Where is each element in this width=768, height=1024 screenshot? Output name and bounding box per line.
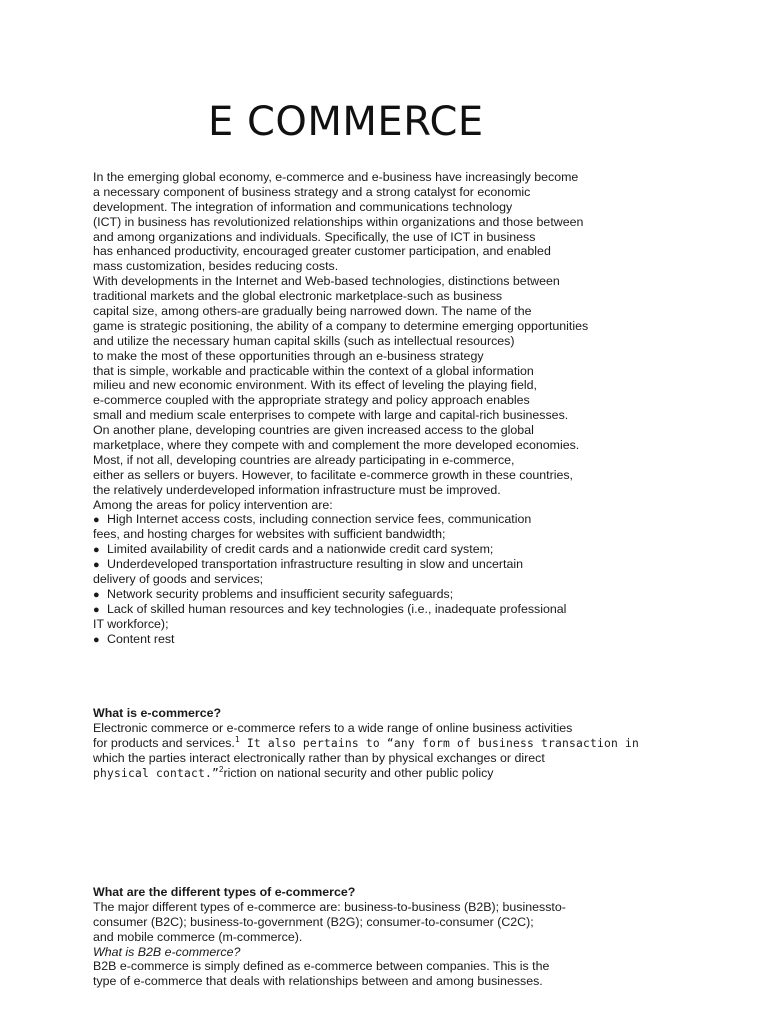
text-fragment: It also pertains to “any form of business transaction in (239, 736, 639, 750)
text-line: and utilize the necessary human capital skills (such as intellectual resources) (93, 333, 515, 348)
text-line: (ICT) in business has revolutionized relationships within organizations and those between (93, 214, 584, 229)
text-line: has enhanced productivity, encouraged greater customer participation, and enabled (93, 244, 551, 259)
text-line (93, 736, 733, 751)
text-line: Among the areas for policy intervention are: (93, 497, 333, 512)
bullet-item: ● Limited availability of credit cards and a nationwide credit card system; (93, 542, 733, 557)
intro-paragraph (93, 170, 733, 647)
text-line: and mobile commerce (m-commerce). (93, 929, 303, 944)
bullet-item: ● Lack of skilled human resources and key technologies (i.e., inadequate professional (93, 602, 733, 617)
text-line: small and medium scale enterprises to compete with large and capital-rich businesses. (93, 408, 569, 423)
bullet-item: ● Content rest (93, 632, 733, 647)
text-line: Most, if not all, developing countries are already participating in e-commerce, (93, 452, 515, 467)
text-line: On another plane, developing countries are given increased access to the global (93, 423, 534, 438)
footnote-marker: 1 (234, 735, 240, 745)
text-fragment: riction on national security and other public policy (223, 765, 494, 780)
text-line: type of e-commerce that deals with relationships between and among businesses. (93, 974, 543, 989)
text-line: which the parties interact electronically rather than by physical exchanges or direct (93, 750, 545, 765)
bullet-item: ● Underdeveloped transportation infrastructure resulting in slow and uncertain (93, 557, 733, 572)
text-line: traditional markets and the global electronic marketplace-such as business (93, 289, 503, 304)
quote-fragment (235, 737, 639, 750)
text-line: In the emerging global economy, e-commerce and e-business have increasingly become (93, 170, 579, 184)
text-line: and among organizations and individuals. Specifically, the use of ICT in business (93, 229, 536, 244)
quote-fragment: physical contact.” (93, 766, 220, 780)
bullet-item: ● High Internet access costs, including connection service fees, communication (93, 512, 733, 527)
bullet-continuation: fees, and hosting charges for websites with sufficient bandwidth; (93, 527, 446, 542)
text-line: milieu and new economic environment. With its effect of leveling the playing field, (93, 378, 537, 393)
text-line: a necessary component of business strategy and a strong catalyst for economic (93, 184, 531, 199)
text-line: capital size, among others-are gradually being narrowed down. The name of the (93, 304, 532, 319)
text-line: the relatively underdeveloped information infrastructure must be improved. (93, 482, 501, 497)
text-line: With developments in the Internet and Web-based technologies, distinctions between (93, 274, 560, 289)
subsection-heading: What is B2B e-commerce? (93, 944, 241, 959)
text-line (93, 766, 733, 781)
text-line: to make the most of these opportunities through an e-business strategy (93, 348, 484, 363)
text-line: that is simple, workable and practicable within the context of a global information (93, 363, 534, 378)
text-line: game is strategic positioning, the ability of a company to determine emerging opportunities (93, 318, 589, 333)
section-types-of-ecommerce (93, 885, 733, 989)
section-heading: What are the different types of e-commerce? (93, 885, 356, 899)
text-line: mass customization, besides reducing costs. (93, 259, 339, 274)
text-line: either as sellers or buyers. However, to facilitate e-commerce growth in these countries, (93, 467, 573, 482)
text-line: marketplace, where they compete with and complement the more developed economies. (93, 438, 580, 453)
text-line: Electronic commerce or e-commerce refers to a wide range of online business activities (93, 720, 573, 735)
text-line: e-commerce coupled with the appropriate strategy and policy approach enables (93, 393, 530, 408)
text-line: B2B e-commerce is simply defined as e-commerce between companies. This is the (93, 959, 550, 974)
section-what-is-ecommerce (93, 706, 733, 780)
text-fragment: for products and services. (93, 735, 235, 750)
document-title: E COMMERCE (208, 99, 484, 145)
text-line: consumer (B2C); business-to-government (B2G); consumer-to-consumer (C2C); (93, 914, 534, 929)
text-line: The major different types of e-commerce are: business-to-business (B2B); businessto- (93, 899, 566, 914)
bullet-continuation: delivery of goods and services; (93, 572, 264, 587)
text-line: development. The integration of information and communications technology (93, 199, 513, 214)
footnote-marker: 2 (219, 764, 224, 774)
bullet-continuation: IT workforce); (93, 616, 169, 631)
section-heading: What is e-commerce? (93, 706, 222, 720)
bullet-item: ● Network security problems and insufficient security safeguards; (93, 587, 733, 602)
